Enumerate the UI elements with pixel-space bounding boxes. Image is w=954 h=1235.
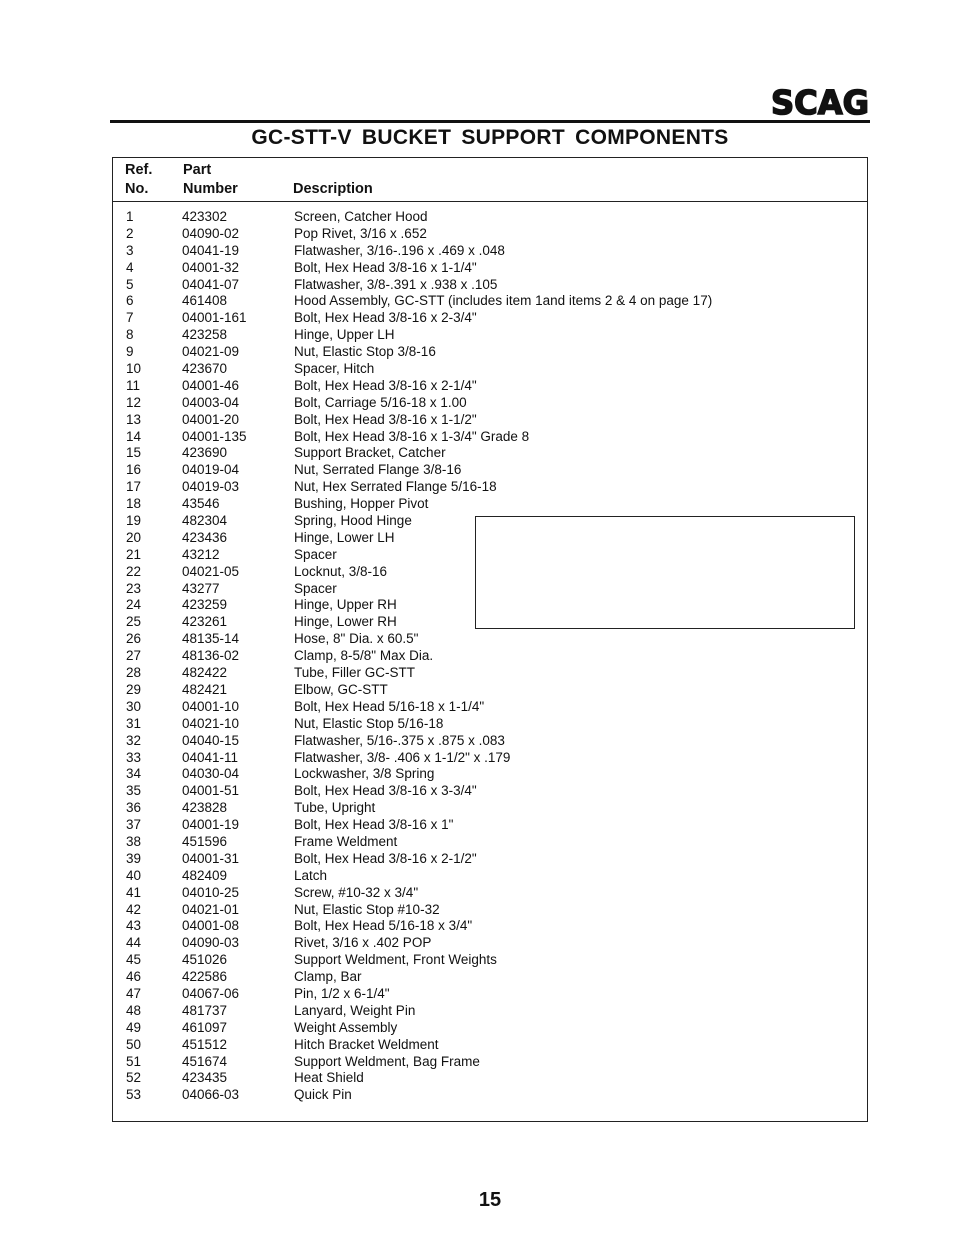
part-description: Heat Shield [294, 1070, 364, 1086]
part-number: 48135-14 [182, 631, 240, 647]
part-number: 04019-03 [182, 479, 240, 495]
part-description: Bolt, Hex Head 5/16-18 x 1-1/4" [294, 698, 485, 714]
part-number: 423302 [182, 209, 228, 224]
table-row [113, 716, 867, 733]
ref-number: 11 [126, 377, 141, 393]
part-number: 43546 [182, 496, 220, 512]
table-row [113, 817, 867, 834]
part-description: Tube, Filler GC-STT [294, 665, 416, 681]
table-row [113, 783, 867, 800]
table-row [113, 699, 867, 716]
ref-number: 52 [126, 1070, 142, 1086]
table-row [113, 733, 867, 750]
part-number: 461408 [182, 293, 228, 309]
ref-number: 31 [126, 715, 142, 731]
part-description: Quick Pin [294, 1087, 352, 1103]
part-description: Hood Assembly, GC-STT (includes item 1and items 2 & 4 on page 17) [294, 293, 713, 309]
part-number: 04041-11 [182, 749, 239, 765]
part-number: 04041-07 [182, 276, 240, 292]
part-number: 04021-01 [182, 901, 240, 917]
part-description: Flatwasher, 3/8-.391 x .938 x .105 [294, 276, 498, 292]
ref-number: 21 [126, 546, 142, 562]
part-description: Nut, Elastic Stop 3/8-16 [294, 344, 436, 360]
table-row [113, 412, 867, 429]
part-number: 43212 [182, 546, 220, 562]
ref-number: 53 [126, 1087, 142, 1103]
part-description: Clamp, 8-5/8" Max Dia. [294, 648, 434, 664]
part-description: Nut, Elastic Stop 5/16-18 [294, 715, 444, 731]
table-row [113, 395, 867, 412]
part-number: 451026 [182, 952, 228, 968]
table-row [113, 1087, 867, 1104]
part-number-header: Part Number [183, 162, 238, 197]
ref-number: 44 [126, 935, 142, 951]
part-description: Latch [294, 867, 328, 883]
part-description: Screen, Catcher Hood [294, 209, 428, 224]
part-description: Bolt, Hex Head 3/8-16 x 2-3/4" [294, 310, 477, 326]
part-number: 451512 [182, 1036, 228, 1052]
part-number: 04090-03 [182, 935, 240, 951]
part-description: Clamp, Bar [294, 969, 362, 985]
ref-number: 3 [126, 242, 134, 258]
part-number: 04019-04 [182, 462, 240, 478]
part-number: 423690 [182, 445, 228, 461]
ref-number: 38 [126, 833, 142, 849]
part-number: 04021-05 [182, 563, 240, 579]
ref-number: 48 [126, 1002, 142, 1018]
table-row [113, 918, 867, 935]
table-row [113, 665, 867, 682]
ref-number: 19 [126, 513, 142, 529]
part-number: 04040-15 [182, 732, 240, 748]
table-row [113, 935, 867, 952]
part-description: Nut, Hex Serrated Flange 5/16-18 [294, 479, 497, 495]
page-title: GC-STT-V BUCKET SUPPORT COMPONENTS [251, 126, 729, 149]
ref-number: 24 [126, 597, 142, 613]
part-description: Hinge, Lower RH [294, 614, 397, 630]
ref-number: 28 [126, 665, 142, 681]
part-description: Flatwasher, 3/8- .406 x 1-1/2" x .179 [294, 749, 511, 765]
table-row [113, 378, 867, 395]
part-number: 04001-135 [182, 428, 247, 444]
ref-number: 50 [126, 1036, 142, 1052]
ref-number: 25 [126, 614, 142, 630]
part-description: Bolt, Hex Head 5/16-18 x 3/4" [294, 918, 473, 934]
part-number: 04021-10 [182, 715, 240, 731]
part-description: Elbow, GC-STT [294, 681, 388, 697]
table-row [113, 682, 867, 699]
part-description: Bushing, Hopper Pivot [294, 496, 429, 512]
part-description: Bolt, Hex Head 3/8-16 x 1-3/4" Grade 8 [294, 428, 530, 444]
table-row [113, 750, 867, 767]
part-description: Nut, Serrated Flange 3/8-16 [294, 462, 462, 478]
part-description: Pin, 1/2 x 6-1/4" [294, 985, 390, 1001]
part-number: 43277 [182, 580, 220, 596]
part-description: Hinge, Lower LH [294, 529, 395, 545]
ref-number: 32 [126, 732, 142, 748]
table-row [113, 344, 867, 361]
part-number: 423436 [182, 529, 228, 545]
part-number: 04001-19 [182, 817, 240, 833]
ref-number: 45 [126, 952, 142, 968]
table-row [113, 1054, 867, 1071]
part-number: 451596 [182, 833, 228, 849]
scag-logo-text: SCAG [771, 84, 869, 118]
ref-number: 7 [126, 310, 134, 326]
table-row [113, 293, 867, 310]
part-number: 04001-31 [182, 850, 240, 866]
ref-number: 34 [126, 766, 142, 782]
part-description: Bolt, Hex Head 3/8-16 x 1-1/4" [294, 259, 477, 275]
part-description: Screw, #10-32 x 3/4" [294, 884, 419, 900]
table-row [113, 429, 867, 446]
part-number: 04010-25 [182, 884, 240, 900]
part-number: 04001-32 [182, 259, 240, 275]
part-number: 451674 [182, 1053, 228, 1069]
part-number: 422586 [182, 969, 228, 985]
ref-number: 27 [126, 648, 142, 664]
part-description: Flatwasher, 3/16-.196 x .469 x .048 [294, 242, 505, 258]
ref-number: 20 [126, 529, 142, 545]
part-number: 04001-08 [182, 918, 240, 934]
part-number: 04001-51 [182, 783, 240, 799]
note-box [475, 516, 855, 629]
part-description: Lanyard, Weight Pin [294, 1002, 416, 1018]
scag-logo [770, 84, 870, 118]
part-number: 423435 [182, 1070, 228, 1086]
part-number: 423261 [182, 614, 228, 630]
ref-number: 51 [126, 1053, 142, 1069]
table-row [113, 496, 867, 513]
part-number: 482422 [182, 665, 228, 681]
part-description: Lockwasher, 3/8 Spring [294, 766, 435, 782]
table-row [113, 766, 867, 783]
ref-number: 35 [126, 783, 142, 799]
ref-number: 41 [126, 884, 142, 900]
part-description: Spacer [294, 546, 337, 562]
part-description: Frame Weldment [294, 833, 398, 849]
part-description: Hinge, Upper RH [294, 597, 397, 613]
part-number: 04030-04 [182, 766, 240, 782]
part-number: 481737 [182, 1002, 228, 1018]
table-row [113, 462, 867, 479]
table-row [113, 885, 867, 902]
ref-number: 42 [126, 901, 142, 917]
table-row [113, 479, 867, 496]
table-row [113, 902, 867, 919]
description-header: Description [293, 181, 373, 197]
part-number: 461097 [182, 1019, 228, 1035]
part-number: 04066-03 [182, 1087, 240, 1103]
ref-number: 17 [126, 479, 142, 495]
table-row [113, 969, 867, 986]
ref-number: 36 [126, 800, 142, 816]
part-number: 482421 [182, 681, 228, 697]
ref-number: 43 [126, 918, 142, 934]
part-number: 482409 [182, 867, 228, 883]
part-number: 04001-20 [182, 411, 240, 427]
table-row [113, 361, 867, 378]
part-description: Support Weldment, Bag Frame [294, 1053, 480, 1069]
table-row [113, 277, 867, 294]
part-description: Nut, Elastic Stop #10-32 [294, 901, 440, 917]
part-description: Tube, Upright [294, 800, 376, 816]
ref-number: 37 [126, 817, 142, 833]
part-number: 04090-02 [182, 225, 240, 241]
part-description: Spacer, Hitch [294, 361, 375, 377]
part-description: Bolt, Hex Head 3/8-16 x 1" [294, 817, 454, 833]
header-rule [110, 120, 870, 123]
part-description: Pop Rivet, 3/16 x .652 [294, 225, 427, 241]
ref-number: 14 [126, 428, 142, 444]
ref-header: Ref. No. [125, 162, 153, 197]
part-description: Bolt, Hex Head 3/8-16 x 2-1/2" [294, 850, 477, 866]
table-row [113, 631, 867, 648]
ref-number: 29 [126, 681, 142, 697]
ref-number: 16 [126, 462, 142, 478]
ref-number: 5 [126, 276, 134, 292]
ref-number: 39 [126, 850, 142, 866]
ref-number: 4 [126, 259, 134, 275]
table-row [113, 310, 867, 327]
ref-number: 18 [126, 496, 142, 512]
part-number: 423828 [182, 800, 228, 816]
table-row [113, 648, 867, 665]
ref-number: 23 [126, 580, 142, 596]
table-row [113, 327, 867, 344]
ref-number: 49 [126, 1019, 142, 1035]
part-description: Bolt, Hex Head 3/8-16 x 3-3/4" [294, 783, 477, 799]
ref-number: 2 [126, 225, 134, 241]
part-number: 423259 [182, 597, 228, 613]
part-number: 48136-02 [182, 648, 240, 664]
part-description: Locknut, 3/8-16 [294, 563, 388, 579]
part-number: 04003-04 [182, 394, 240, 410]
table-row [113, 1003, 867, 1020]
part-number: 423258 [182, 327, 228, 343]
table-row [113, 260, 867, 277]
table-row [113, 800, 867, 817]
table-row [113, 445, 867, 462]
part-description: Spring, Hood Hinge [294, 513, 412, 529]
ref-number: 10 [126, 361, 142, 377]
table-row [113, 243, 867, 260]
part-description: Hose, 8" Dia. x 60.5" [294, 631, 419, 647]
part-number: 04001-161 [182, 310, 247, 326]
part-description: Support Weldment, Front Weights [294, 952, 497, 968]
part-description: Weight Assembly [294, 1019, 398, 1035]
table-row [113, 986, 867, 1003]
part-description: Rivet, 3/16 x .402 POP [294, 935, 432, 951]
part-description: Support Bracket, Catcher [294, 445, 446, 461]
part-number: 423670 [182, 361, 228, 377]
part-description: Hitch Bracket Weldment [294, 1036, 439, 1052]
part-description: Bolt, Hex Head 3/8-16 x 2-1/4" [294, 377, 477, 393]
table-row [113, 834, 867, 851]
ref-number: 30 [126, 698, 142, 714]
ref-number: 8 [126, 327, 134, 343]
header-divider [113, 201, 867, 202]
part-number: 04067-06 [182, 985, 240, 1001]
part-description: Hinge, Upper LH [294, 327, 395, 343]
page-number: 15 [478, 1189, 502, 1211]
ref-number: 12 [126, 394, 142, 410]
part-description: Spacer [294, 580, 337, 596]
ref-number: 40 [126, 867, 142, 883]
part-number: 04001-10 [182, 698, 240, 714]
table-row [113, 851, 867, 868]
table-row [113, 1070, 867, 1087]
ref-number: 46 [126, 969, 142, 985]
ref-number: 47 [126, 985, 142, 1001]
table-row [113, 226, 867, 243]
part-number: 04021-09 [182, 344, 240, 360]
table-row [113, 1020, 867, 1037]
ref-number: 33 [126, 749, 142, 765]
part-number: 04001-46 [182, 377, 240, 393]
part-description: Bolt, Hex Head 3/8-16 x 1-1/2" [294, 411, 477, 427]
parts-list [113, 209, 867, 1104]
ref-number: 26 [126, 631, 142, 647]
table-row [113, 209, 867, 226]
part-description: Bolt, Carriage 5/16-18 x 1.00 [294, 394, 467, 410]
ref-number: 1 [126, 209, 134, 224]
ref-number: 9 [126, 344, 134, 360]
part-description: Flatwasher, 5/16-.375 x .875 x .083 [294, 732, 505, 748]
part-number: 04041-19 [182, 242, 240, 258]
ref-number: 6 [126, 293, 134, 309]
table-row [113, 952, 867, 969]
ref-number: 13 [126, 411, 142, 427]
ref-number: 15 [126, 445, 142, 461]
table-row [113, 868, 867, 885]
table-row [113, 1037, 867, 1054]
part-number: 482304 [182, 513, 228, 529]
ref-number: 22 [126, 563, 142, 579]
parts-table [112, 157, 868, 1122]
